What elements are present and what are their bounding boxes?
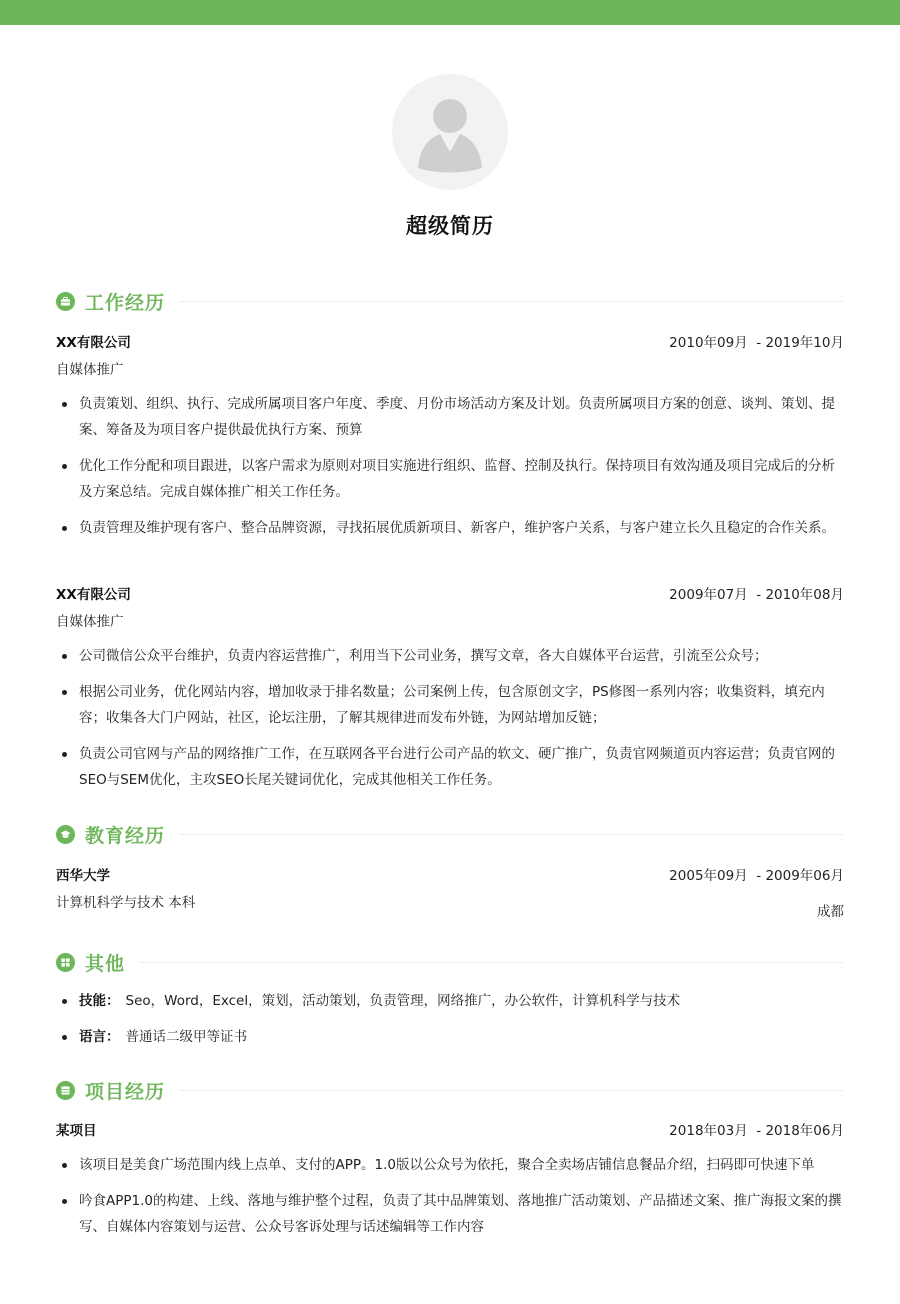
school-name: 西华大学: [56, 868, 110, 884]
section-divider: [179, 1090, 844, 1091]
server-stack-icon: [56, 1081, 75, 1100]
list-item: 负责策划、组织、执行、完成所属项目客户年度、季度、月份市场活动方案及计划。负责所属项目方案的创意、谈判、策划、提案、筹备及为项目客户提供最优执行方案、预算: [56, 391, 846, 443]
list-item: 公司微信公众平台维护，负责内容运营推广，利用当下公司业务，撰写文章，各大自媒体平台运营，引流至公众号；: [56, 643, 846, 669]
section-divider: [179, 301, 844, 302]
section-title: 项目经历: [85, 1080, 166, 1103]
language-item: [56, 1024, 846, 1050]
education-date: 2005年09月 - 2009年06月: [669, 868, 844, 884]
education-city: 成都: [817, 904, 844, 920]
section-header-projects: [56, 1076, 844, 1104]
list-item: 负责管理及维护现有客户、整合品牌资源，寻找拓展优质新项目、新客户，维护客户关系，与客户建立长久且稳定的合作关系。: [56, 515, 846, 541]
section-header-other: [56, 948, 844, 976]
user-silhouette-icon: [392, 74, 508, 190]
skills-label: 技能：: [79, 993, 120, 1009]
section-title: 其他: [85, 952, 126, 975]
top-accent-bar: [0, 0, 900, 25]
graduation-cap-icon: [56, 825, 75, 844]
resume-name: 超级简历: [406, 214, 494, 238]
job-date: 2010年09月 - 2019年10月: [669, 335, 844, 351]
avatar[interactable]: [392, 74, 508, 190]
section-title: 教育经历: [85, 824, 166, 847]
grid-icon: [56, 953, 75, 972]
skills-value: Seo，Word，Excel，策划，活动策划，负责管理，网络推广，办公软件，计算机科学与技术: [125, 993, 681, 1009]
section-divider: [139, 962, 844, 963]
other-list: [56, 988, 846, 1060]
project-date: 2018年03月 - 2018年06月: [669, 1123, 844, 1139]
skills-item: [56, 988, 846, 1014]
job-header: [56, 582, 844, 604]
job-bullets: [56, 643, 846, 803]
job-role: 自媒体推广: [56, 362, 124, 378]
list-item: 根据公司业务，优化网站内容，增加收录于排名数量；公司案例上传，包含原创文字，PS修图一系列内容；收集资料，填充内容；收集各大门户网站，社区，论坛注册，了解其规律进而发布外链，为网站增加反链；: [56, 679, 846, 731]
section-title: 工作经历: [85, 291, 166, 314]
project-bullets: [56, 1152, 846, 1250]
list-item: 负责公司官网与产品的网络推广工作，在互联网各平台进行公司产品的软文、硬广推广，负责官网频道页内容运营；负责官网的SEO与SEM优化，主攻SEO长尾关键词优化，完成其他相关工作任务。: [56, 741, 846, 793]
project-name: 某项目: [56, 1123, 97, 1139]
project-header: [56, 1118, 844, 1140]
job-date: 2009年07月 - 2010年08月: [669, 587, 844, 603]
job-bullets: [56, 391, 846, 551]
company-name: XX有限公司: [56, 587, 131, 603]
language-label: 语言：: [79, 1029, 120, 1045]
section-divider: [179, 834, 844, 835]
list-item: 该项目是美食广场范围内线上点单、支付的APP。1.0版以公众号为依托，聚合全卖场店铺信息餐品介绍，扫码即可快速下单: [56, 1152, 846, 1178]
language-value: 普通话二级甲等证书: [125, 1029, 247, 1045]
list-item: 吟食APP1.0的构建、上线、落地与维护整个过程，负责了其中品牌策划、落地推广活动策划、产品描述文案、推广海报文案的撰写、自媒体内容策划与运营、公众号客诉处理与话述编辑等工作内容: [56, 1188, 846, 1240]
education-header: [56, 863, 844, 885]
education-major: 计算机科学与技术 本科: [56, 895, 196, 911]
section-header-work: [56, 287, 844, 315]
company-name: XX有限公司: [56, 335, 131, 351]
job-role: 自媒体推广: [56, 614, 124, 630]
job-header: [56, 330, 844, 352]
section-header-education: [56, 820, 844, 848]
briefcase-icon: [56, 292, 75, 311]
list-item: 优化工作分配和项目跟进，以客户需求为原则对项目实施进行组织、监督、控制及执行。保持项目有效沟通及项目完成后的分析及方案总结。完成自媒体推广相关工作任务。: [56, 453, 846, 505]
